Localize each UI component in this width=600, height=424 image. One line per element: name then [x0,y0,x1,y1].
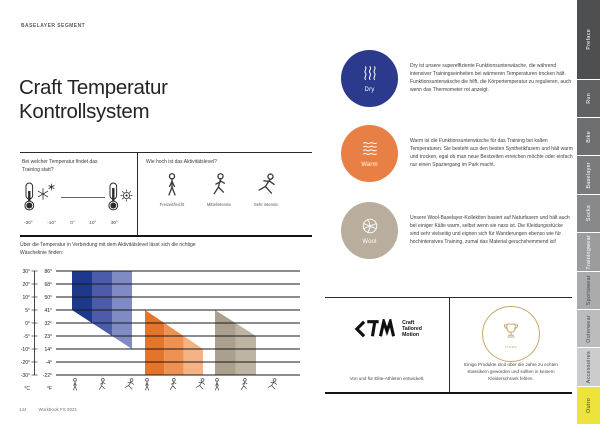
svg-text:0°: 0° [25,320,30,327]
chart-band-dry-1 [92,271,112,336]
walk-icon [215,378,218,390]
page-title [19,76,168,124]
chart-band-warm-0 [145,310,164,375]
ctm-caption: Von und für Elite-Athleten entwickelt. [349,376,425,382]
temperature-scale [24,221,118,226]
activity-label: Mittelintensiv [206,201,232,207]
svg-text:41°: 41° [44,307,52,314]
thermometer-row [23,182,134,218]
svg-text:20°: 20° [22,281,30,288]
temperature-chart-wrap [18,263,308,408]
tab-trainingwear[interactable] [577,233,600,270]
ctm-brand-text [402,320,422,339]
brand-line: Motion [402,332,420,339]
svg-text:68°: 68° [44,281,52,288]
tab-label: Preface [585,28,592,50]
snowflake-icon [38,184,54,200]
temp-label: -30° [24,220,33,226]
svg-text:32°: 32° [44,320,52,327]
run-icon [99,378,105,389]
sprint-icon [257,173,275,197]
feature-warm [341,125,573,182]
sprint-icon [125,379,133,390]
tab-label: Outro [585,397,592,413]
page-title-line2: Kontrollsystem [19,99,150,123]
feature-name: Dry [364,87,375,93]
tab-label: Accessoires [585,350,592,384]
steam-icon [359,64,381,84]
feature-text: Dry ist unsere supereffiziente Funktionsunterwäsche, die während intensiver Trainingseinheiten bei wärmeren Temperaturen trocken hält. Funktionsunterwäsche die hilft, die Körpertemperatur zu regulieren, auch wenn das Thermometer rot anzeigt. [410,63,572,93]
svg-text:-30°: -30° [20,372,30,379]
activity-question: Wie hoch ist das Aktivitätslevel? [146,159,217,165]
page-number: 144 [19,407,27,412]
icons-caption: Einige Produkte sind über die Jahre zu echten Klassikern geworden und sollten in keinem Kleiderschrank fehlen. [464,362,558,382]
sun-icon [121,189,133,201]
svg-text:5°: 5° [25,307,30,314]
svg-text:23°: 23° [44,333,52,340]
yarn-icon [359,216,381,236]
run-icon [170,378,176,389]
warm-circle [341,125,398,182]
tab-label: Socks [585,205,592,222]
bottom-grid [325,297,572,394]
feature-wool [341,202,573,259]
tab-label: Outerwear [585,314,592,343]
tab-label: Trainingwear [585,234,592,270]
ctm-logo [352,319,422,339]
thermometer-cold-warm-icons [23,182,135,213]
tab-preface[interactable] [577,0,600,79]
temp-label: 30° [110,220,118,226]
svg-text:-20°: -20° [20,359,30,366]
feature-text: Unsere Wool-Baselayer-Kollektion basiert auf Naturfasern und hält auch bei einiger Kälte warm, selbst wenn sie nass ist. Die Kleidungsstücke sind sehr vielseitig und eignen sich für Wanderungen ebenso wie für hochintensives Training, zumal das Material geruchshemmend ist! [410,215,570,245]
chart-band-wool-0 [215,310,236,375]
ctm-logo-mark [352,319,398,339]
question-grid [20,152,312,237]
feature-text: Warm ist die Funktionsunterwäsche für das Training bei kalten Temperaturen. Sie besteht aus den besten Synthetikfasern und hält warm und trocken, egal ob man neue Bestzeiten erreichen möchte oder einfach nur einen Spaziergang im Park macht. [410,138,573,168]
run-icon [241,378,247,389]
temperature-chart [18,263,308,403]
tab-baselayer[interactable] [577,156,600,193]
tab-outro[interactable] [577,387,600,424]
svg-text:-22°: -22° [42,372,52,379]
svg-text:-5°: -5° [23,333,30,340]
icons-cell [450,298,572,392]
temperature-question: Bei welcher Temperatur findet das Training statt? [22,159,98,173]
svg-text:°F: °F [46,386,52,392]
tab-bike[interactable] [577,118,600,155]
run-icon [210,173,228,197]
page-footer [19,407,77,412]
sprint-icon [196,379,204,390]
activity-label: Sehr intensiv [253,201,279,207]
walk-icon [163,173,181,197]
activity-label: Freizeit/leicht [159,201,185,207]
temp-label: 10° [89,220,97,226]
feature-dry [341,50,573,107]
trophy-icon [500,320,522,342]
thermometer-bulb [26,202,32,208]
tab-label: Run [585,92,592,104]
activity-level-mid [197,173,241,207]
tab-run[interactable] [577,80,600,117]
feature-name: Warm [361,162,378,168]
svg-text:30°: 30° [22,268,30,275]
tab-label: Sportswear [585,275,592,306]
section-tabs [577,0,600,424]
walk-icon [73,378,76,390]
temperature-question-cell [20,153,138,235]
ctm-cell [325,298,450,392]
svg-text:50°: 50° [44,294,52,301]
svg-text:14°: 14° [44,346,52,353]
temp-label: 0° [70,220,75,226]
segment-eyebrow: BASELAYER SEGMENT [21,23,86,29]
dry-circle [341,50,398,107]
svg-text:86°: 86° [44,268,52,275]
chart-lead-text: Über die Temperatur in Verbindung mit dem Aktivitätslevel lässt sich die richtige Wäschelinie finden: [20,242,196,256]
sprint-icon [268,379,276,390]
walk-icon [145,378,148,390]
activity-level-low [150,173,194,207]
tab-socks[interactable] [577,195,600,232]
svg-text:-4°: -4° [45,359,52,366]
tab-outerwear[interactable] [577,310,600,347]
tab-accessoires[interactable] [577,348,600,385]
heat-icon [359,139,381,159]
activity-levels [150,173,312,207]
activity-question-cell [138,153,312,235]
activity-level-high [244,173,288,207]
badge-label: Icons [504,343,518,349]
page-title-line1: Craft Temperatur [19,76,168,99]
wool-circle [341,202,398,259]
tab-sportswear[interactable] [577,272,600,309]
document-name: Workbook FS 2021 [38,407,77,412]
temp-label: -10° [47,220,56,226]
svg-text:-10°: -10° [20,346,30,353]
svg-text:°C: °C [24,386,30,392]
tab-label: Baselayer [585,161,592,189]
tab-label: Bike [585,130,592,143]
chart-band-warm-2 [184,336,203,375]
brand-line: Craft [402,319,415,326]
feature-name: Wool [362,239,377,245]
svg-text:10°: 10° [22,294,30,301]
classic-badge [482,306,540,362]
brand-line: Tailored [402,325,422,332]
